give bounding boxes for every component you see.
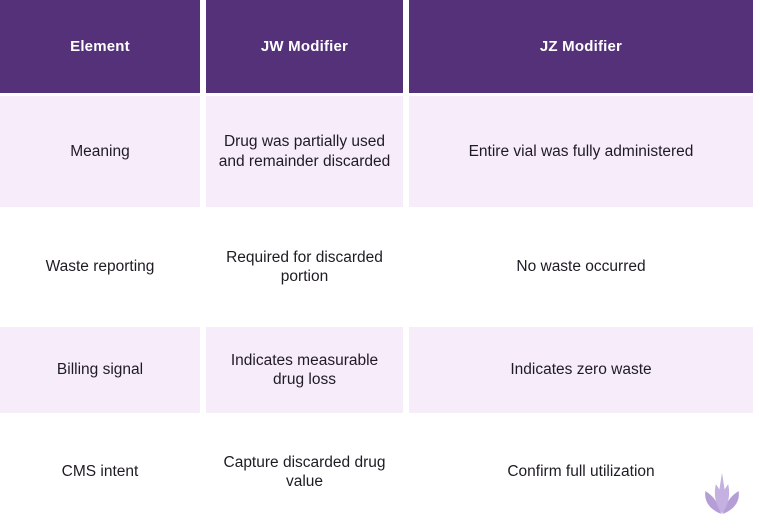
- header-cell-jz-modifier: JZ Modifier: [409, 0, 753, 93]
- cell-billing-signal-jz: Indicates zero waste: [409, 327, 753, 413]
- table-row-waste-reporting: [0, 207, 760, 327]
- cell-cms-intent-label: CMS intent: [61, 463, 139, 481]
- cell-cms-intent-jz: Confirm full utilization: [507, 463, 655, 481]
- header-cell-element: Element: [0, 0, 200, 93]
- cell-billing-signal-jw: Indicates measurable drug loss: [206, 327, 403, 413]
- cell-waste-reporting-label: Waste reporting: [45, 258, 155, 276]
- table-row-billing-signal: [0, 327, 760, 413]
- header-cell-jw-modifier: JW Modifier: [206, 0, 403, 93]
- table-header-row: [0, 0, 760, 93]
- cell-waste-reporting-jw: Required for discarded portion: [226, 248, 383, 285]
- cell-meaning-jz: Entire vial was fully administered: [409, 96, 753, 207]
- cell-cms-intent-jw: Capture discarded drug value: [223, 453, 386, 490]
- cell-meaning-label: Meaning: [0, 96, 200, 207]
- table-row-meaning: [0, 96, 760, 207]
- cell-waste-reporting-jz: No waste occurred: [516, 258, 646, 276]
- lotus-flower-icon: [701, 469, 743, 515]
- cell-meaning-jw: Drug was partially used and remainder discarded: [206, 96, 403, 207]
- table-row-cms-intent: [0, 413, 760, 531]
- cell-billing-signal-label: Billing signal: [0, 327, 200, 413]
